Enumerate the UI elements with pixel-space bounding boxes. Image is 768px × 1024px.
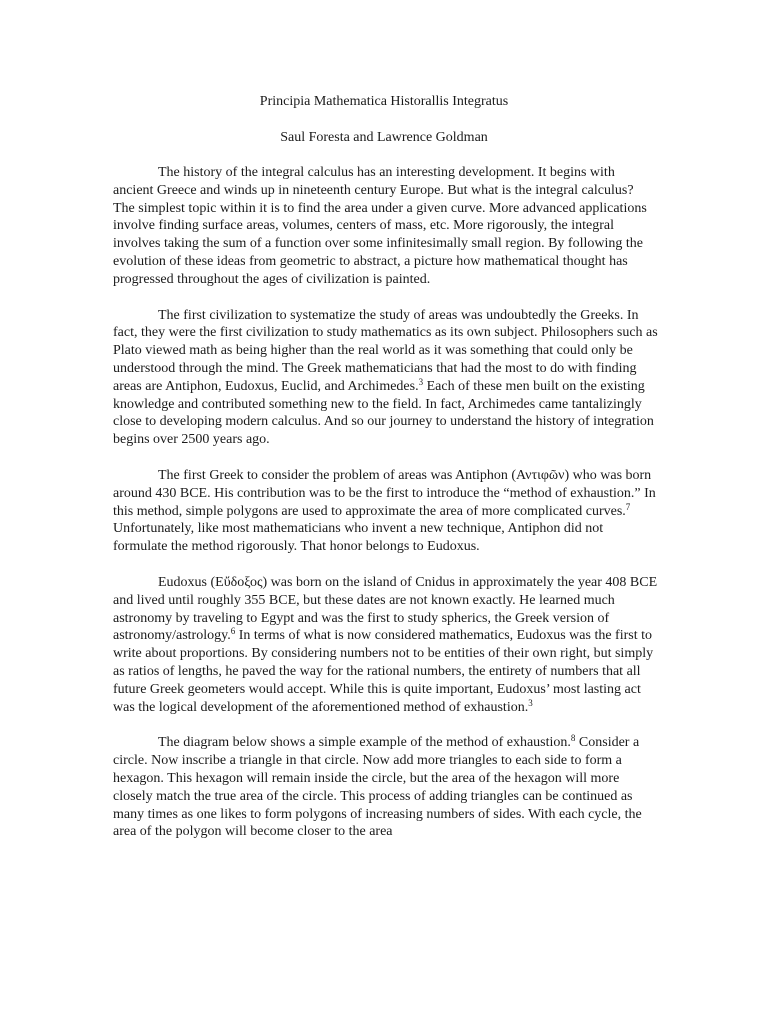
- paragraph-text: Unfortunately, like most mathematicians who invent a new technique, Antiphon did not formulate the method rigorously. That honor belongs to Eudoxus.: [113, 521, 604, 555]
- paragraph-text: The diagram below shows a simple example of the method of exhaustion.: [158, 735, 571, 751]
- paragraph-text: Each of these men built on the existing knowledge and contributed something new to the field. In fact, Archimedes came tantalizingly close to developing modern calculus. And so our journey to understand the history of integration begins over 2500 years ago.: [113, 378, 654, 448]
- footnote-reference: 3: [528, 697, 533, 708]
- paragraph-text: The first civilization to systematize the study of areas was undoubtedly the Greeks. In fact, they were the first civilization to study mathematics as its own subject. Philosophers such as Plato viewed math as being higher than the real world as it was something that could only be understood through the mind. The Greek mathematicians that had the most to do with finding areas are Antiphon, Eudoxus, Euclid, and Archimedes.: [113, 307, 658, 394]
- body-paragraph: [113, 307, 658, 449]
- body-paragraph: [113, 164, 658, 289]
- body-paragraph: [113, 574, 658, 716]
- footnote-reference: 8: [570, 733, 576, 744]
- body-paragraph: [113, 734, 658, 841]
- paragraph-text: Consider a circle. Now inscribe a triangle in that circle. Now add more triangles to each side to form a hexagon. This hexagon will remain inside the circle, but the area of the hexagon will more closely match the true area of the circle. This process of adding triangles can be continued as many times as one likes to form polygons of increasing numbers of sides. With each cycle, the area of the polygon will become closer to the area: [113, 735, 642, 840]
- document-body: [113, 164, 658, 859]
- footnote-reference: 7: [625, 501, 631, 512]
- paragraph-text: The history of the integral calculus has an interesting development. It begins with ancient Greece and winds up in nineteenth century Europe. But what is the integral calculus? The simplest topic within it is to find the area under a given curve. More advanced applications involve finding surface areas, volumes, centers of mass, etc. More rigorously, the integral involves taking the sum of a function over some infinitesimally small region. By following the evolution of these ideas from geometric to abstract, a picture how mathematical thought has progressed throughout the ages of civilization is painted.: [113, 165, 647, 287]
- paragraph-text: In terms of what is now considered mathematics, Eudoxus was the first to write about proportions. By considering numbers not to be entities of their own right, but simply as ratios of lengths, he paved the way for the rational numbers, the entirety of numbers that all future Greek geometers would accept. While this is quite important, Eudoxus’ most lasting act was the logical development of the aforementioned method of exhaustion.: [113, 628, 654, 715]
- paragraph-text: Eudoxus (Εὔδοξος) was born on the island of Cnidus in approximately the year 408 BCE and lived until roughly 355 BCE, but these dates are not known exactly. He learned much astronomy by traveling to Egypt and was the first to study spherics, the Greek version of astronomy/astrology.: [113, 574, 658, 644]
- footnote-reference: 6: [230, 626, 236, 637]
- paragraph-text: The first Greek to consider the problem of areas was Antiphon (Αντιφῶν) who was born around 430 BCE. His contribution was to be the first to introduce the “method of exhaustion.” In this method, simple polygons are used to approximate the area of more complicated curves.: [113, 467, 656, 519]
- document-title: Principia Mathematica Historallis Integratus: [259, 94, 509, 109]
- footnote-reference: 3: [418, 376, 424, 387]
- body-paragraph: [113, 467, 658, 556]
- document-authors: Saul Foresta and Lawrence Goldman: [280, 130, 488, 145]
